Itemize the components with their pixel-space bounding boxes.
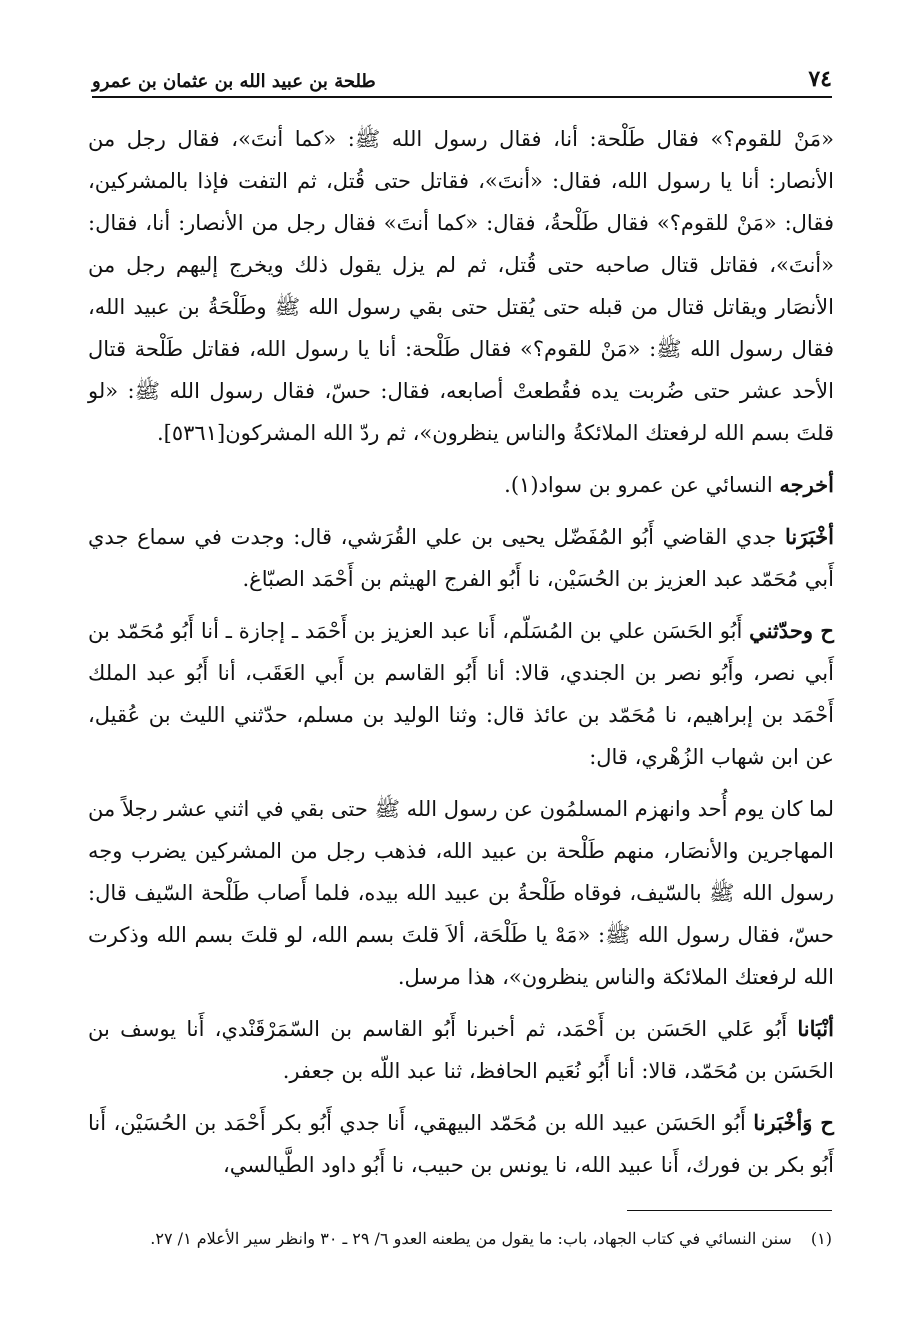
paragraph-isnad-1 xyxy=(88,516,834,600)
page-header xyxy=(92,58,832,98)
paragraph-text: أَبُو عَلي الحَسَن بن أَحْمَد، ثم أخبرنا أَبُو القاسم بن السّمَرْقَنْدي، أَنا يوسف بن الحَسَن بن مُحَمّد، قالا: أنا أَبُو نُعَيم الحافظ، ثنا عبد اللّه بن جعفر. xyxy=(88,1017,834,1083)
paragraph-text: النسائي عن عمرو بن سواد(١). xyxy=(504,473,773,497)
paragraph-text: لما كان يوم أُحد وانهزم المسلمُون عن رسول الله ﷺ حتى بقي في اثني عشر رجلاً من المهاجرين والأنصَار، منهم طَلْحة بن عبيد الله، فذهب رجل من المشركين يضرب وجه رسول الله ﷺ بالسّيف، فوقاه طَلْحةُ بن عبيد الله بيده، فلما أَصاب طَلْحة السّيف قال: حسّ، فقال رسول الله ﷺ: «مَهْ يا طَلْحَة، ألاَ قلتَ بسم الله، لو قلتَ بسم الله وذكرت الله لرفعتك الملائكة والناس ينظرون»، هذا مرسل. xyxy=(88,797,834,989)
paragraph-source xyxy=(88,464,834,506)
main-text xyxy=(88,118,834,1196)
footnote xyxy=(100,1226,832,1252)
paragraph-text: أَبُو الحَسَن علي بن المُسَلّم، أَنا عبد العزيز بن أَحْمَد ـ إجازة ـ أنا أَبُو مُحَمّد بن أَبي نصر، وأَبُو نصر بن الجندي، قالا: أنا أَبُو القاسم بن أَبي العَقَب، أنا أَبُو عبد الملك أَحْمَد بن إبراهيم، نا مُحَمّد بن عائذ قال: وثنا الوليد بن مسلم، حدّثني الليث بن عُقيل، عن ابن شهاب الزُهْري، قال: xyxy=(88,619,834,769)
paragraph-isnad-2 xyxy=(88,610,834,778)
footnote-text: سنن النسائي في كتاب الجهاد، باب: ما يقول من يطعنه العدو ٦/ ٢٩ ـ ٣٠ وانظر سير الأعلام ١/ ٢٧. xyxy=(150,1229,792,1248)
footnote-divider xyxy=(627,1210,832,1211)
paragraph-isnad-4 xyxy=(88,1102,834,1186)
page-number: ٧٤ xyxy=(808,66,832,92)
paragraph-lead: ح وَأخْبَرنا xyxy=(753,1110,834,1135)
paragraph-text: «مَنْ للقوم؟» فقال طَلْحة: أنا، فقال رسول الله ﷺ: «كما أنتَ»، فقال رجل من الأنصار: أنا يا رسول الله، فقال: «أنتَ»، فقاتل حتى قُتل، ثم التفت فإذا بالمشركين، فقال: «مَنْ للقوم؟» فقال طَلْحةُ، فقال: «كما أنتَ» فقال رجل من الأنصار: أنا، فقال: «أنتَ»، فقاتل قتال صاحبه حتى قُتل، ثم لم يزل يقول ذلك ويخرج إليهم رجل من الأنصَار ويقاتل قتال من قبله حتى يُقتل حتى بقي رسول الله ﷺ وطَلْحَةُ بن عبيد الله، فقال رسول الله ﷺ: «مَنْ للقوم؟» فقال طَلْحة: أنا يا رسول الله، فقاتل طَلْحة قتال الأحد عشر حتى ضُربت يده فقُطعتْ أصابعه، فقال: حسّ، فقال رسول الله ﷺ: «لو قلتَ بسم الله لرفعتك الملائكةُ والناس ينظرون»، ثم ردّ الله المشركون[٥٣٦١]. xyxy=(88,127,834,445)
running-title: طلحة بن عبيد الله بن عثمان بن عمرو xyxy=(92,71,376,92)
paragraph-lead: ح وحدّثني xyxy=(749,618,834,643)
paragraph-lead: أنْبَانا xyxy=(797,1016,834,1041)
paragraph-narration xyxy=(88,118,834,454)
paragraph-text: جدي القاضي أَبُو المُفَضّل يحيى بن علي القُرَشي، قال: وجدت في سماع جدي أَبي مُحَمّد عبد العزيز بن الحُسَيْن، نا أَبُو الفرج الهيثم بن أَحْمَد الصبّاغ. xyxy=(88,525,834,591)
paragraph-matn xyxy=(88,788,834,998)
paragraph-lead: أخرجه xyxy=(779,472,834,497)
paragraph-text: أَبُو الحَسَن عبيد الله بن مُحَمّد البيهقي، أَنا جدي أَبُو بكر أَحْمَد بن الحُسَيْن، أَنا أَبُو بكر بن فورك، أَنا عبيد الله، نا يونس بن حبيب، نا أَبُو داود الطَّيالسي، xyxy=(88,1111,834,1177)
paragraph-lead: أخْبَرَنا xyxy=(785,524,834,549)
footnote-number: (١) xyxy=(810,1229,832,1248)
paragraph-isnad-3 xyxy=(88,1008,834,1092)
